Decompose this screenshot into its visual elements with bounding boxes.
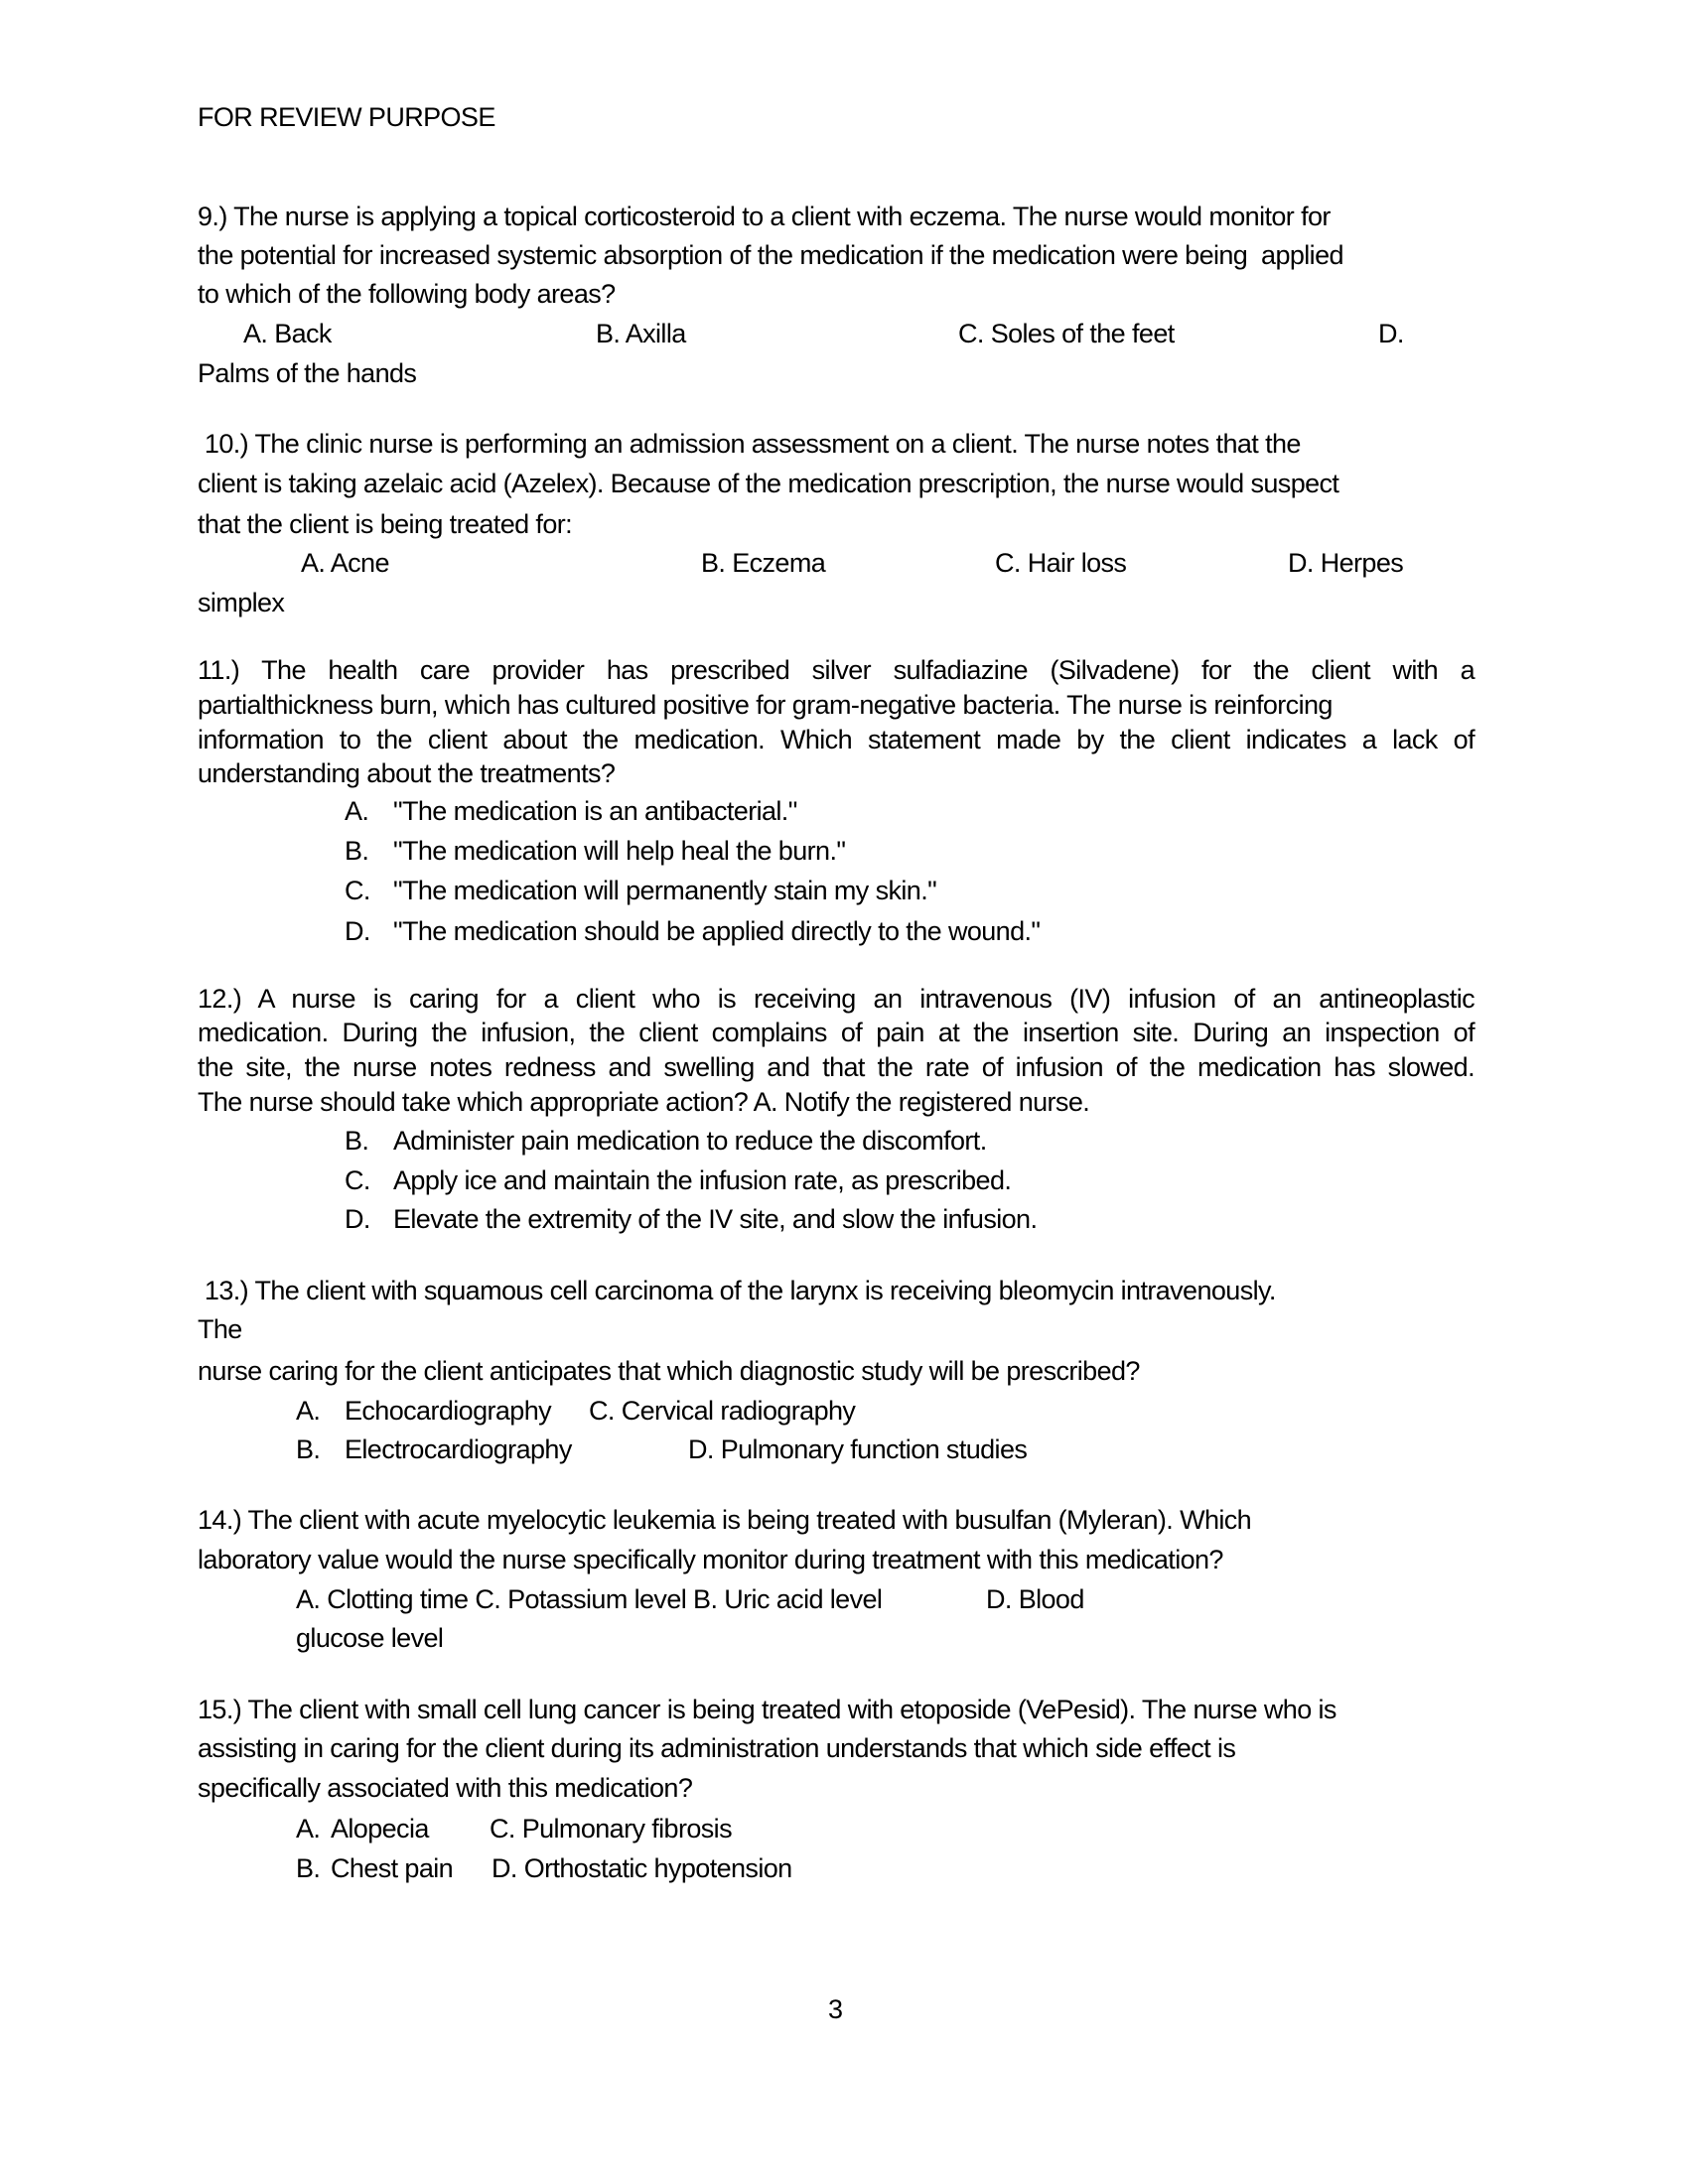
option-letter-b: B. [345,836,369,866]
answer-option-d[interactable]: "The medication should be applied directly to the wound." [393,916,1041,946]
answer-option-d[interactable]: D. Blood [986,1584,1084,1614]
answer-option-b[interactable]: "The medication will help heal the burn." [393,836,846,866]
answer-option-a[interactable]: Echocardiography [345,1396,552,1426]
option-letter-b: B. [296,1434,321,1464]
answer-option-d[interactable]: D. Pulmonary function studies [688,1434,1028,1464]
option-letter-b: B. [296,1853,321,1883]
answer-option-d[interactable]: Elevate the extremity of the IV site, and slow the infusion. [393,1204,1038,1234]
question-text-line: information to the client about the medication. Which statement made by the client indicates a lack of [198,725,1475,754]
question-text-line: client is taking azelaic acid (Azelex). Because of the medication prescription, the nurse would suspect [198,469,1339,498]
answer-option-d-wrap[interactable]: Palms of the hands [198,358,417,388]
option-letter-a: A. [296,1814,321,1843]
answer-option-a[interactable]: "The medication is an antibacterial." [393,796,797,826]
answer-option-c[interactable]: "The medication will permanently stain my skin." [393,876,937,905]
page-number: 3 [828,1994,844,2024]
question-text-line: 15.) The client with small cell lung cancer is being treated with etoposide (VePesid). The nurse who is [198,1695,1336,1724]
answer-option-c[interactable]: C. Soles of the feet [958,319,1175,348]
option-letter-d: D. [345,1204,370,1234]
answer-option-d[interactable]: D. [1378,319,1404,348]
answer-option-b[interactable]: Chest pain [331,1853,454,1883]
question-text-line: to which of the following body areas? [198,279,616,309]
answer-options-line[interactable]: A. Clotting time C. Potassium level B. Uric acid level [296,1584,883,1614]
option-letter-c: C. [345,1165,370,1195]
question-text-line: 12.) A nurse is caring for a client who is receiving an intravenous (IV) infusion of an antineoplastic [198,984,1475,1014]
option-letter-c: C. [345,876,370,905]
question-text-line: the potential for increased systemic absorption of the medication if the medication were being applied [198,240,1343,270]
question-text-line: medication. During the infusion, the client complains of pain at the insertion site. During an inspection of [198,1018,1475,1047]
question-text-line: that the client is being treated for: [198,509,573,539]
option-letter-a: A. [296,1396,321,1426]
option-letter-b: B. [345,1126,369,1156]
answer-option-c[interactable]: C. Hair loss [995,548,1127,578]
question-text-line: 9.) The nurse is applying a topical corticosteroid to a client with eczema. The nurse would monitor for [198,202,1331,231]
question-text-line: laboratory value would the nurse specifically monitor during treatment with this medication? [198,1545,1223,1574]
answer-option-b[interactable]: Electrocardiography [345,1434,572,1464]
answer-option-a[interactable]: A. Back [243,319,332,348]
question-text-line: 14.) The client with acute myelocytic leukemia is being treated with busulfan (Myleran). Which [198,1505,1252,1535]
answer-option-d-wrap[interactable]: simplex [198,588,285,617]
answer-option-d-wrap[interactable]: glucose level [296,1623,444,1653]
option-letter-a: A. [345,796,369,826]
question-text-line: 13.) The client with squamous cell carcinoma of the larynx is receiving bleomycin intravenously. [198,1276,1276,1305]
answer-option-c[interactable]: C. Cervical radiography [589,1396,856,1426]
page-header: FOR REVIEW PURPOSE [198,102,495,132]
answer-option-c[interactable]: Apply ice and maintain the infusion rate, as prescribed. [393,1165,1012,1195]
question-text-line: partialthickness burn, which has cultured positive for gram-negative bacteria. The nurse is reinforcing [198,690,1333,720]
question-text-line: 10.) The clinic nurse is performing an admission assessment on a client. The nurse notes that the [198,429,1301,459]
question-text-line: assisting in caring for the client during its administration understands that which side effect is [198,1733,1236,1763]
answer-option-c[interactable]: C. Pulmonary fibrosis [490,1814,732,1843]
answer-option-a[interactable]: A. Acne [301,548,389,578]
answer-option-b[interactable]: B. Axilla [596,319,686,348]
question-text-line: nurse caring for the client anticipates that which diagnostic study will be prescribed? [198,1356,1140,1386]
question-text-line: 11.) The health care provider has prescribed silver sulfadiazine (Silvadene) for the client with a [198,655,1475,685]
answer-option-d[interactable]: D. Orthostatic hypotension [492,1853,792,1883]
answer-option-b[interactable]: Administer pain medication to reduce the discomfort. [393,1126,987,1156]
question-text-line: understanding about the treatments? [198,758,616,788]
option-letter-d: D. [345,916,370,946]
question-text-line: the site, the nurse notes redness and swelling and that the rate of infusion of the medication has slowed. [198,1052,1475,1082]
answer-option-a[interactable]: Alopecia [331,1814,429,1843]
question-text-line: The [198,1314,242,1344]
answer-option-d[interactable]: D. Herpes [1288,548,1404,578]
question-text-line: The nurse should take which appropriate action? A. Notify the registered nurse. [198,1087,1090,1117]
question-text-line: specifically associated with this medication? [198,1773,693,1803]
answer-option-b[interactable]: B. Eczema [701,548,826,578]
